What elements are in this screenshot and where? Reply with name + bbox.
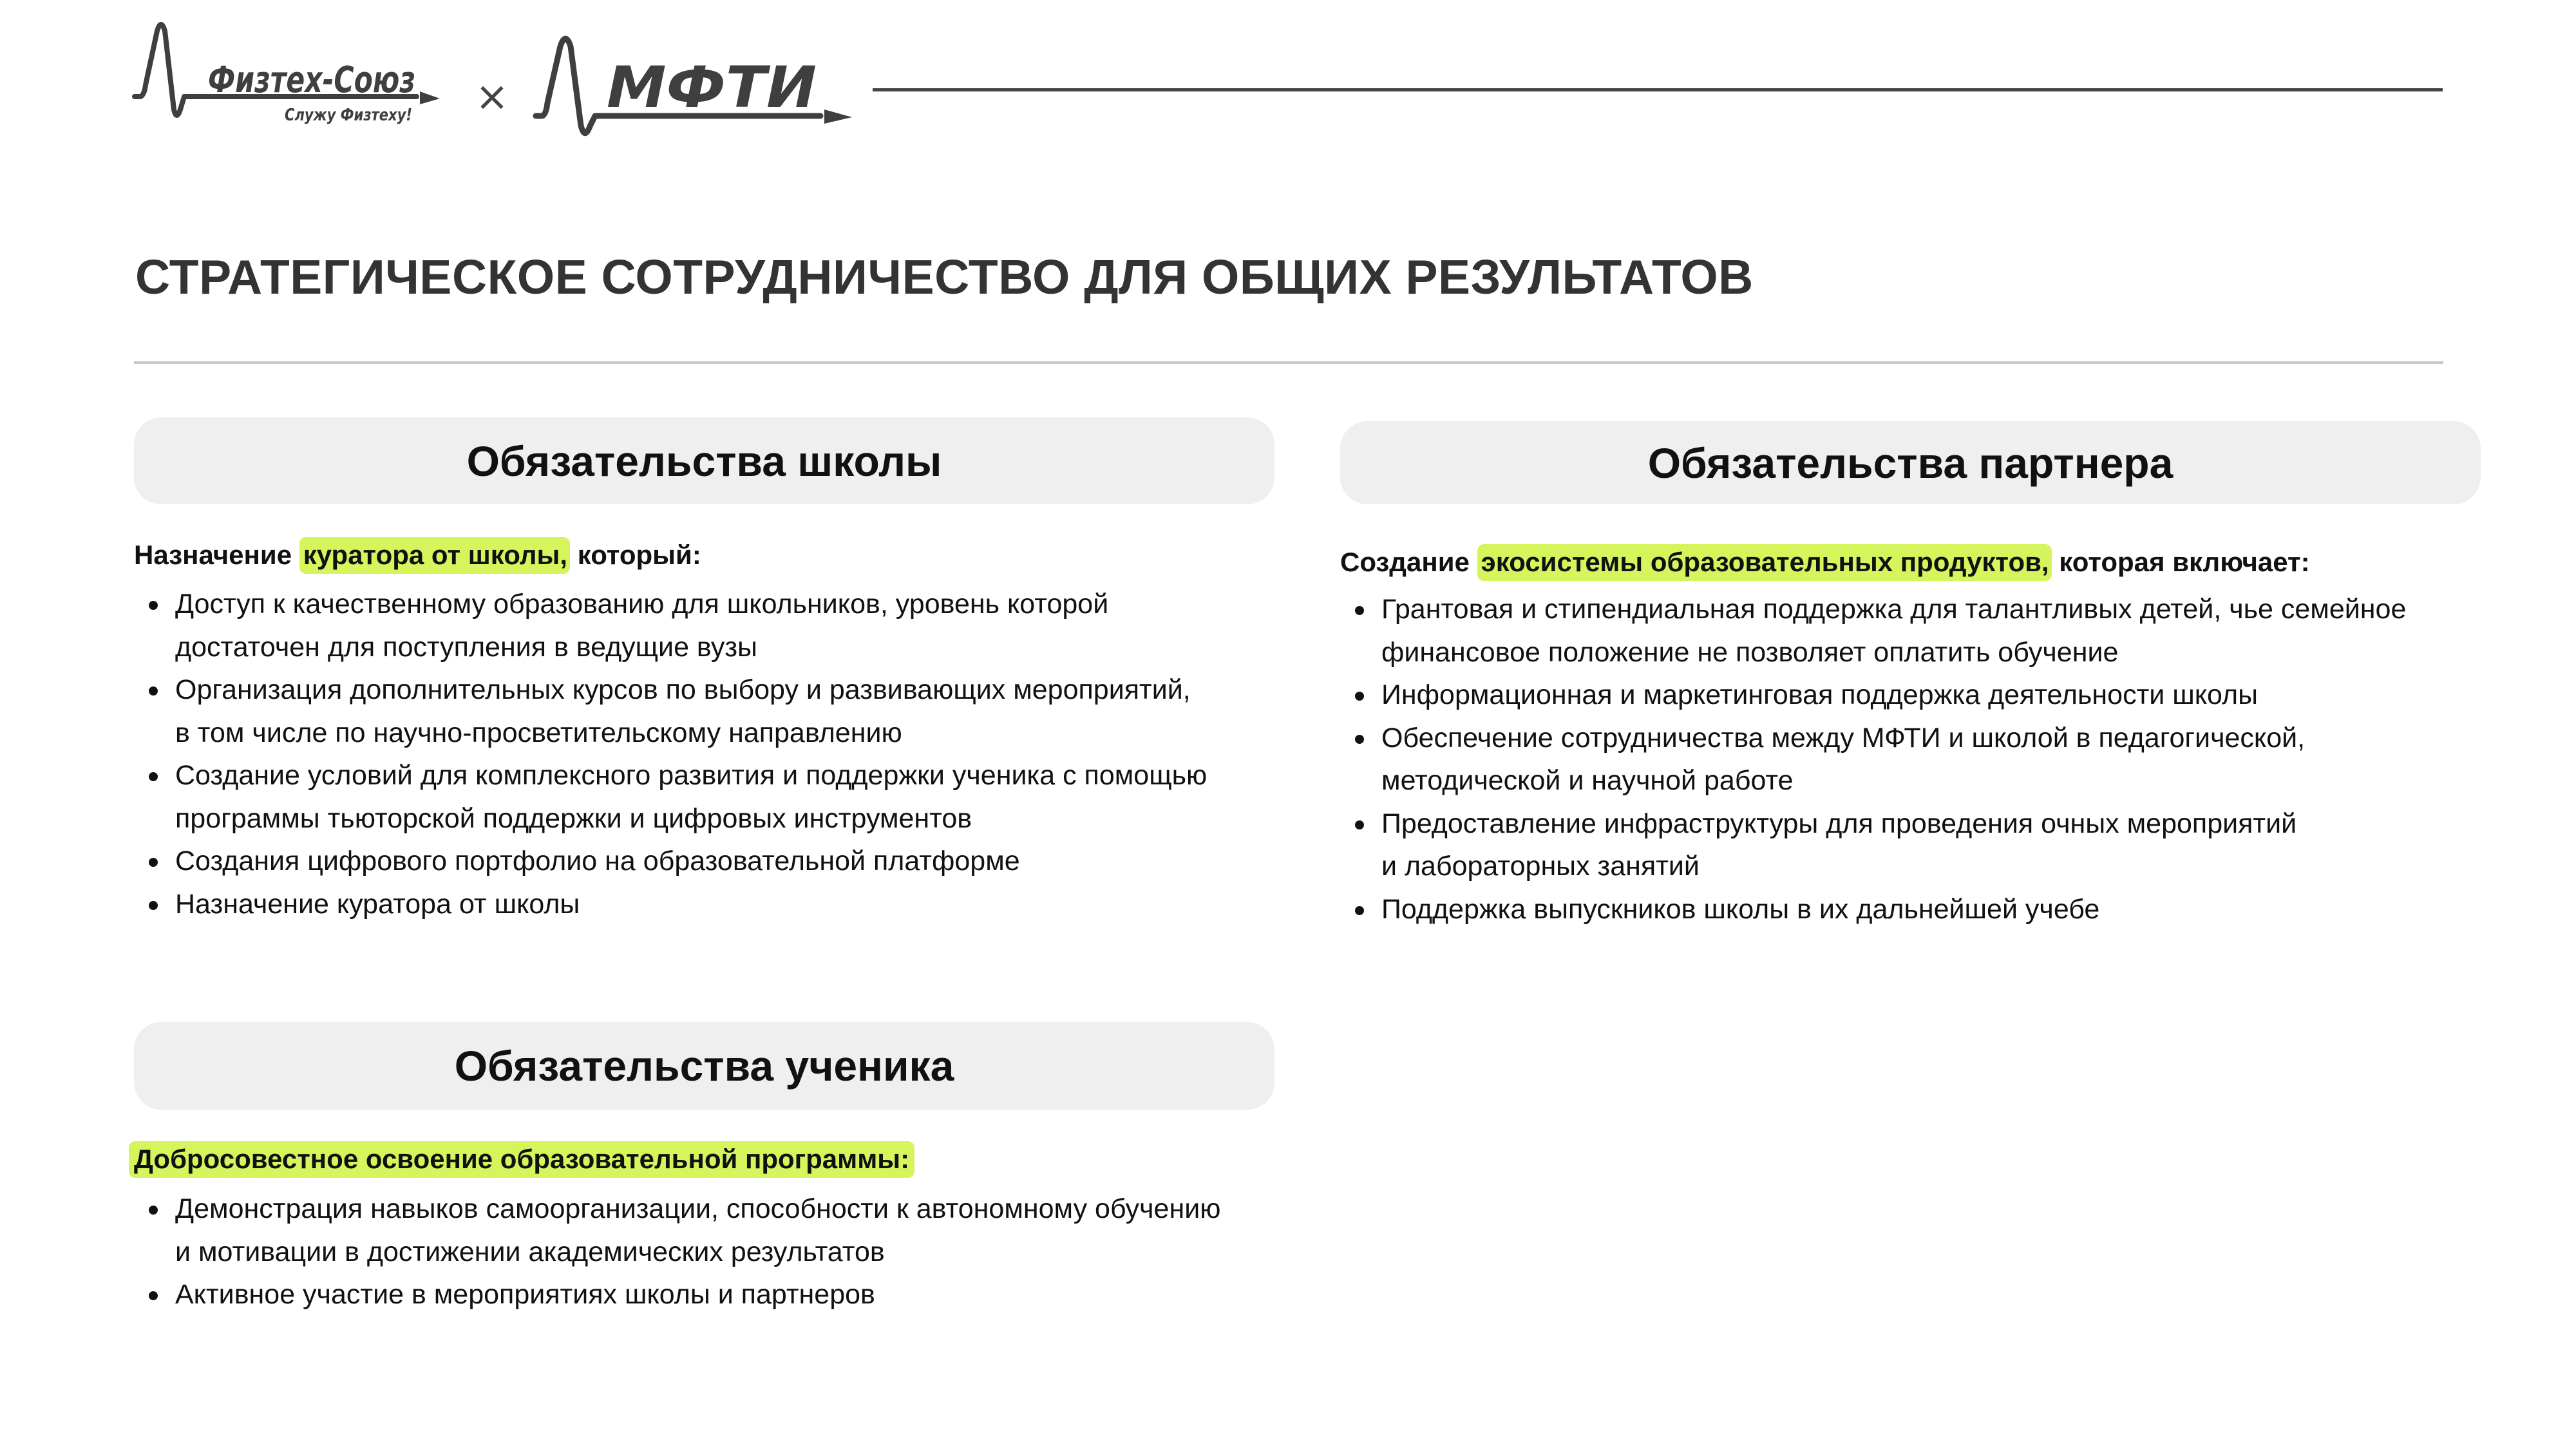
list-item: [134, 583, 1207, 668]
fizteh-logo-tagline: Служу Физтеху!: [285, 106, 412, 125]
mipt-logo: [535, 26, 857, 142]
section-heading: Обязательства школы: [466, 437, 942, 485]
mipt-logo-name: МФТИ: [607, 54, 817, 120]
partnership-cross-sign: ×: [475, 73, 509, 120]
bullet-icon: [149, 901, 158, 910]
student-intro: [129, 1139, 914, 1180]
fizteh-logo-name: Физтех-Союз: [208, 59, 415, 101]
bullet-icon: [1355, 820, 1364, 829]
partner-obligations-list: [1340, 588, 2406, 931]
list-item-text: Создание условий для комплексного развития и поддержки ученика с помощью: [175, 760, 1208, 791]
fizteh-soyuz-logo: [129, 13, 451, 135]
list-item-text: Поддержка выпускников школы в их дальнейшей учебе: [1381, 893, 2100, 925]
arrow-head-icon: [824, 109, 852, 124]
list-item: [134, 840, 1207, 883]
list-item-text: и мотивации в достижении академических результатов: [175, 1236, 885, 1267]
list-item: [1340, 802, 2406, 888]
list-item: [134, 754, 1207, 840]
section-heading: Обязательства партнера: [1647, 439, 2174, 487]
list-item-text: программы тьюторской поддержки и цифровых инструментов: [175, 802, 972, 834]
list-item: [134, 883, 1207, 926]
school-intro: [134, 535, 701, 576]
list-item-text: Предоставление инфраструктуры для проведения очных мероприятий: [1381, 808, 2297, 839]
bullet-icon: [149, 601, 158, 610]
intro-text: Создание: [1340, 547, 1477, 577]
intro-text: которая включает:: [2051, 547, 2310, 577]
list-item: [134, 1188, 1220, 1273]
page-title: СТРАТЕГИЧЕСКОЕ СОТРУДНИЧЕСТВО ДЛЯ ОБЩИХ РЕЗУЛЬТАТОВ: [135, 250, 1754, 304]
list-item: [134, 1273, 1220, 1316]
school-obligations-header: [134, 417, 1274, 504]
bullet-icon: [1355, 692, 1364, 701]
bullet-icon: [1355, 735, 1364, 744]
list-item: [1340, 588, 2406, 674]
intro-text: который:: [570, 540, 701, 570]
highlighted-phrase: экосистемы образовательных продуктов,: [1477, 544, 2052, 581]
arrow-head-icon: [420, 91, 440, 104]
list-item-text: Информационная и маркетинговая поддержка деятельности школы: [1381, 679, 2259, 710]
list-item: [134, 668, 1207, 754]
list-item-text: Активное участие в мероприятиях школы и партнеров: [175, 1279, 875, 1310]
list-item-text: и лабораторных занятий: [1381, 851, 1700, 882]
list-item-text: Грантовая и стипендиальная поддержка для талантливых детей, чье семейное: [1381, 594, 2407, 625]
list-item: [1340, 888, 2406, 931]
highlighted-phrase: Добросовестное освоение образовательной программы:: [129, 1141, 914, 1178]
list-item-text: в том числе по научно-просветительскому направлению: [175, 717, 902, 748]
partner-obligations-header: [1340, 421, 2481, 504]
header-divider: [873, 88, 2443, 91]
list-item-text: методической и научной работе: [1381, 765, 1794, 796]
student-obligations-list: [134, 1188, 1220, 1316]
bullet-icon: [149, 1206, 158, 1215]
bullet-icon: [149, 858, 158, 867]
intro-text: Назначение: [134, 540, 299, 570]
partner-intro: [1340, 542, 2310, 583]
bullet-icon: [149, 772, 158, 781]
list-item-text: Назначение куратора от школы: [175, 888, 580, 920]
list-item-text: Организация дополнительных курсов по выбору и развивающих мероприятий,: [175, 674, 1191, 705]
bullet-icon: [1355, 906, 1364, 915]
list-item-text: Создания цифрового портфолио на образовательной платформе: [175, 846, 1020, 876]
list-item-text: Демонстрация навыков самоорганизации, способности к автономному обучению: [175, 1193, 1221, 1224]
school-obligations-list: [134, 583, 1207, 925]
list-item-text: достаточен для поступления в ведущие вузы: [175, 631, 757, 663]
list-item: [1340, 674, 2406, 717]
bullet-icon: [149, 687, 158, 696]
list-item: [1340, 717, 2406, 802]
student-obligations-header: [134, 1022, 1274, 1110]
bullet-icon: [1355, 606, 1364, 615]
list-item-text: финансовое положение не позволяет оплатить обучение: [1381, 636, 2119, 668]
list-item-text: Обеспечение сотрудничества между МФТИ и школой в педагогической,: [1381, 722, 2306, 753]
bullet-icon: [149, 1291, 158, 1300]
list-item-text: Доступ к качественному образованию для школьников, уровень которой: [175, 589, 1109, 620]
highlighted-phrase: куратора от школы,: [299, 537, 570, 574]
title-divider: [134, 361, 2443, 364]
section-heading: Обязательства ученика: [454, 1042, 954, 1090]
